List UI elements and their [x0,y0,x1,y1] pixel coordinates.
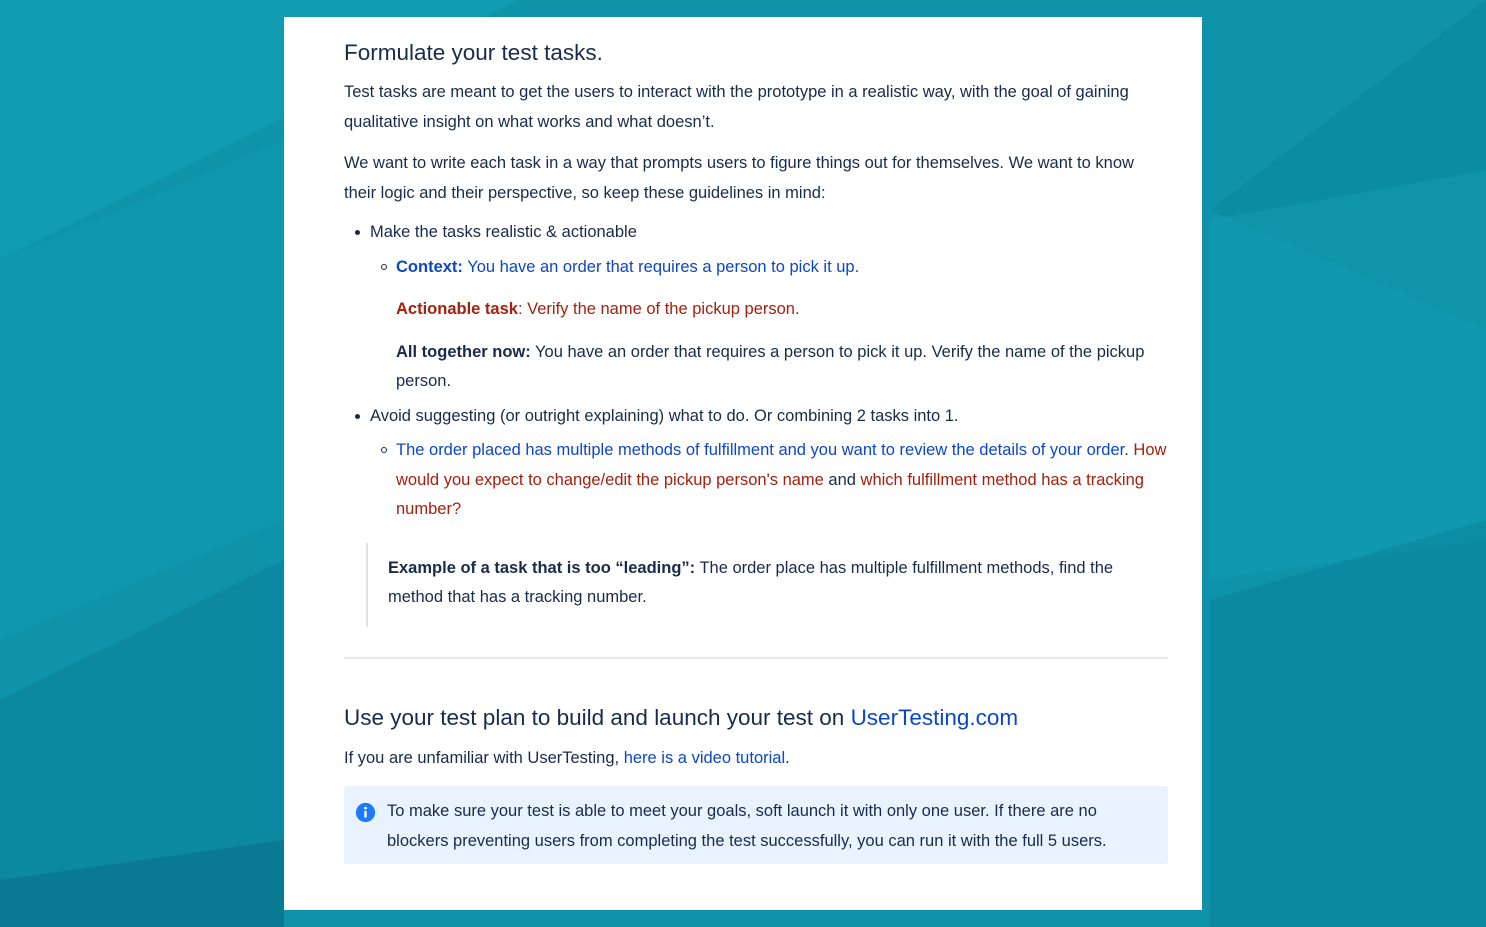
document-page [284,17,1202,910]
list-item [344,402,1168,525]
info-circle-icon [355,802,376,823]
bullet-text: Avoid suggesting (or outright explaining) what to do. Or combining 2 tasks into 1. [370,406,959,425]
section-heading-test-tasks: Formulate your test tasks. [344,40,603,65]
bullet-dot [355,230,360,235]
bullet-circle [381,264,387,270]
info-panel [344,786,1168,864]
actionable-text: : Verify the name of the pickup person. [517,300,800,318]
together-label: All together now: [396,342,531,361]
example-separator: and [823,470,861,489]
together-line [396,338,1168,397]
example-separator: . [1124,441,1134,459]
quote-text: The order place has multiple fulfillment methods, find the method that has a tracking number. [388,558,1114,606]
context-line [396,253,1168,283]
heading-text: Use your test plan to build and launch your test on [344,704,851,730]
usertesting-intro [344,744,1168,774]
bullet-text: Make the tasks realistic & actionable [370,223,637,241]
example-red-text: How would you expect to change/edit the pickup person's name [396,441,1167,489]
guidelines-paragraph: We want to write each task in a way that prompts users to figure things out for themselves. We want to know their logic and their perspective, so keep these guidelines in mind: [344,154,1134,202]
example-red-text: which fulfillment method has a tracking number? [396,470,1144,518]
info-text: To make sure your test is able to meet your goals, soft launch it with only one user. If there are no blockers preventing users from completing the test successfully, you can run it with the full 5 users. [387,802,1107,850]
actionable-label: Actionable task [396,300,518,318]
usertesting-link[interactable]: UserTesting.com [850,704,1019,730]
context-text: You have an order that requires a person to pick it up. [462,257,860,276]
sub-list [370,253,1168,397]
actionable-line [396,295,1168,325]
guidelines-list [344,218,1168,525]
list-item [344,218,1168,397]
example-line [396,436,1168,525]
section-heading-usertesting [344,702,1168,734]
list-item [370,253,1168,397]
list-item [370,436,1168,525]
document-content [344,37,1168,864]
intro-text: If you are unfamiliar with UserTesting, [344,748,624,767]
intro-suffix: . [785,748,790,767]
video-tutorial-link[interactable]: here is a video tutorial [623,748,786,767]
blockquote [366,543,1168,627]
example-blue-text: The order placed has multiple methods of fulfillment and you want to review the details of your order [396,441,1125,459]
bullet-dot [355,414,360,419]
together-text: You have an order that requires a person to pick it up. Verify the name of the pickup person. [396,342,1145,390]
quote-label: Example of a task that is too “leading”: [388,558,696,577]
divider [344,657,1168,659]
context-label: Context: [396,257,463,276]
sub-list [370,436,1168,525]
bullet-circle [381,447,387,453]
intro-paragraph: Test tasks are meant to get the users to interact with the prototype in a realistic way, with the goal of gaining qualitative insight on what works and what doesn’t. [344,83,1129,131]
